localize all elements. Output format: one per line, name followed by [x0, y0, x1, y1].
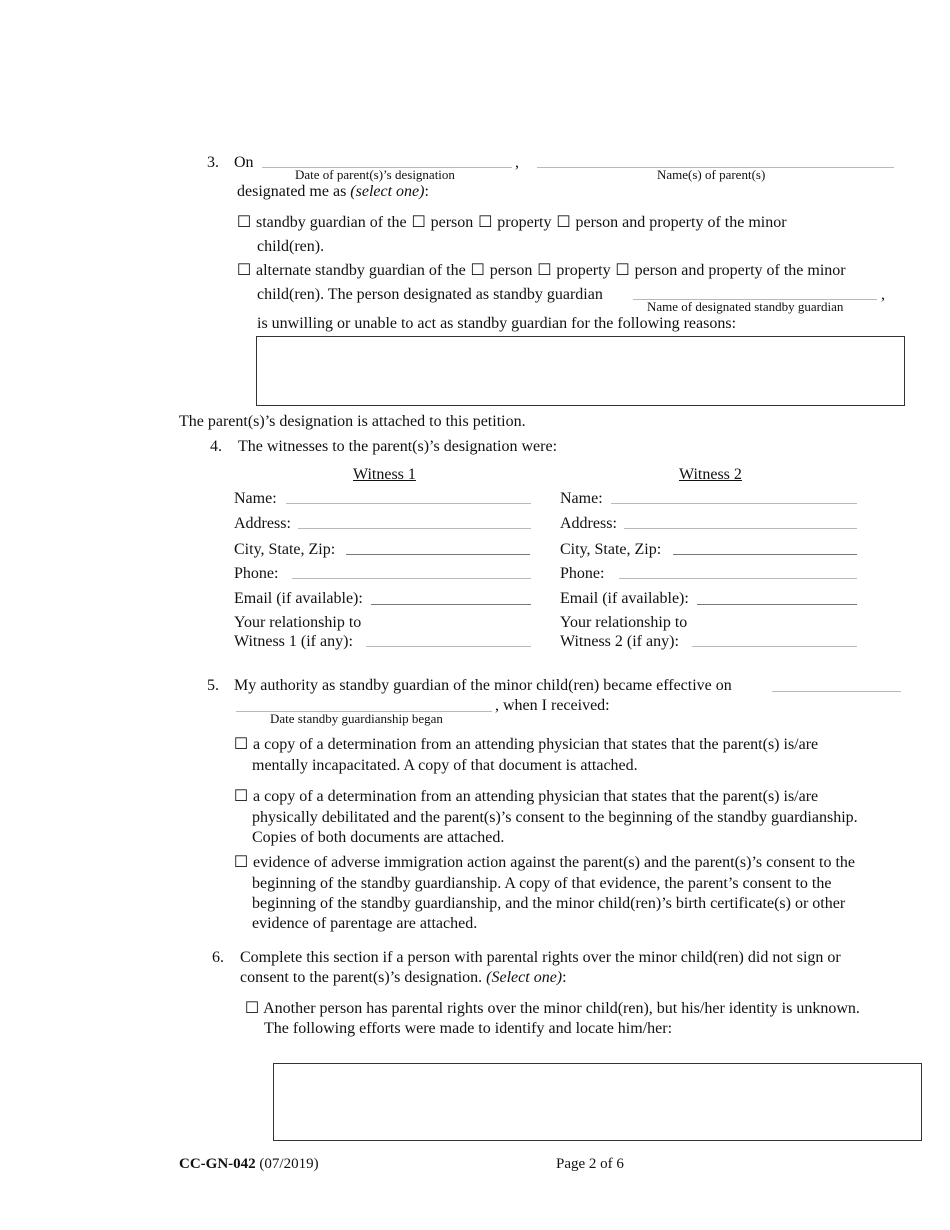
witness-2-address-label: Address:	[560, 515, 617, 532]
witness-1-email-label: Email (if available):	[234, 590, 363, 607]
witness-2-relationship-label-2: Witness 2 (if any):	[560, 633, 679, 650]
standby-person-checkbox[interactable]: ☐	[411, 214, 426, 231]
designated-colon: :	[424, 183, 429, 200]
witness-1-relationship-field[interactable]	[366, 646, 531, 647]
alternate-guardian-line2: child(ren). The person designated as standby guardian	[257, 286, 603, 303]
section-4-number: 4.	[210, 438, 222, 455]
physical-debilitation-option	[233, 787, 818, 807]
standby-both-label: person and property of the minor	[575, 214, 787, 231]
standby-property-label: property	[497, 214, 552, 231]
witness-1-address-field[interactable]	[298, 528, 531, 529]
immigration-action-line-4: evidence of parentage are attached.	[252, 915, 478, 932]
designation-date-caption: Date of parent(s)’s designation	[295, 167, 455, 182]
standby-property-checkbox[interactable]: ☐	[478, 214, 493, 231]
witness-1-address-label: Address:	[234, 515, 291, 532]
section-4-text: The witnesses to the parent(s)’s designation were:	[238, 438, 558, 455]
select-one-hint: (select one)	[350, 183, 425, 200]
witness-1-phone-field[interactable]	[292, 578, 531, 579]
alternate-person-checkbox[interactable]: ☐	[470, 262, 485, 279]
standby-guardian-checkbox[interactable]: ☐	[236, 214, 252, 231]
standby-person-label: person	[430, 214, 474, 231]
standby-both-checkbox[interactable]: ☐	[556, 214, 571, 231]
immigration-action-line-1: evidence of adverse immigration action against the parent(s) and the parent(s)’s consent to the	[253, 854, 856, 871]
standby-guardian-line2: child(ren).	[257, 238, 325, 255]
witness-1-name-label: Name:	[234, 490, 277, 507]
witness-2-relationship-label-1: Your relationship to	[560, 614, 688, 631]
witness-2-city-field[interactable]	[673, 554, 857, 555]
alternate-both-checkbox[interactable]: ☐	[615, 262, 630, 279]
immigration-action-option	[233, 853, 855, 873]
witness-2-heading: Witness 2	[679, 466, 742, 483]
form-revision-date: (07/2019)	[259, 1156, 319, 1172]
mental-incapacity-checkbox[interactable]: ☐	[233, 736, 249, 753]
designation-attached-statement: The parent(s)’s designation is attached to this petition.	[179, 413, 526, 430]
physical-debilitation-line-2: physically debilitated and the parent(s)’s consent to the beginning of the standby guardianship.	[252, 809, 858, 826]
physical-debilitation-checkbox[interactable]: ☐	[233, 788, 249, 805]
section-6-consent-text: consent to the parent(s)’s designation.	[240, 969, 483, 986]
witness-1-city-field[interactable]	[346, 554, 530, 555]
parent-names-caption: Name(s) of parent(s)	[657, 167, 766, 182]
section-5-when-received: , when I received:	[495, 697, 610, 714]
page-number: Page 2 of 6	[556, 1156, 624, 1172]
unwilling-reasons-textbox[interactable]	[256, 336, 905, 406]
witness-2-address-field[interactable]	[624, 528, 857, 529]
unknown-identity-checkbox[interactable]: ☐	[244, 1000, 260, 1017]
alternate-property-label: property	[556, 262, 611, 279]
physical-debilitation-line-3: Copies of both documents are attached.	[252, 829, 505, 846]
alternate-comma: ,	[881, 286, 885, 303]
section-5-text: My authority as standby guardian of the minor child(ren) became effective on	[234, 677, 732, 694]
mental-incapacity-line-1: a copy of a determination from an attending physician that states that the parent(s) is/are	[253, 736, 819, 753]
standby-guardian-option	[236, 213, 787, 233]
witness-1-relationship-label-2: Witness 1 (if any):	[234, 633, 353, 650]
section-6-number: 6.	[212, 949, 224, 966]
alternate-guardian-option	[236, 261, 846, 281]
witness-1-relationship-label-1: Your relationship to	[234, 614, 362, 631]
alternate-guardian-line3: is unwilling or unable to act as standby guardian for the following reasons:	[257, 315, 737, 332]
witness-1-city-label: City, State, Zip:	[234, 541, 336, 558]
standby-guardian-label: standby guardian of the	[256, 214, 407, 231]
designated-standby-guardian-caption: Name of designated standby guardian	[647, 299, 844, 314]
alternate-person-label: person	[489, 262, 533, 279]
immigration-action-checkbox[interactable]: ☐	[233, 854, 249, 871]
section-3-comma: ,	[515, 154, 519, 171]
section-3-number: 3.	[207, 154, 219, 171]
physical-debilitation-line-1: a copy of a determination from an attending physician that states that the parent(s) is/are	[253, 788, 819, 805]
designated-me-as-line	[237, 182, 429, 202]
designated-prefix: designated me as	[237, 183, 347, 200]
alternate-both-label: person and property of the minor	[634, 262, 846, 279]
witness-1-email-field[interactable]	[371, 604, 531, 605]
witness-2-relationship-field[interactable]	[692, 646, 857, 647]
section-6-line-2	[240, 968, 567, 988]
mental-incapacity-line-2: mentally incapacitated. A copy of that document is attached.	[252, 757, 638, 774]
unknown-identity-line-1: Another person has parental rights over the minor child(ren), but his/her identity is unknown.	[263, 1000, 860, 1017]
section-5-number: 5.	[207, 677, 219, 694]
alternate-guardian-label: alternate standby guardian of the	[256, 262, 466, 279]
witness-2-name-label: Name:	[560, 490, 603, 507]
witness-2-phone-label: Phone:	[560, 565, 605, 582]
witness-2-phone-field[interactable]	[619, 578, 857, 579]
immigration-action-line-3: beginning of the standby guardianship, and the minor child(ren)’s birth certificate(s) or other	[252, 895, 846, 912]
alternate-property-checkbox[interactable]: ☐	[537, 262, 552, 279]
section-6-colon: :	[562, 969, 567, 986]
witness-2-email-label: Email (if available):	[560, 590, 689, 607]
effective-date-field-end[interactable]	[772, 691, 901, 692]
mental-incapacity-option	[233, 735, 818, 755]
section-3-on-label: On	[234, 154, 254, 171]
effective-date-caption: Date standby guardianship began	[270, 711, 443, 726]
unknown-identity-line-2: The following efforts were made to identify and locate him/her:	[264, 1020, 673, 1037]
witness-2-email-field[interactable]	[697, 604, 857, 605]
unknown-identity-option	[244, 999, 860, 1019]
section-6-line-1: Complete this section if a person with parental rights over the minor child(ren) did not sign or	[240, 949, 841, 966]
section-6-select-one: (Select one)	[486, 969, 563, 986]
alternate-guardian-checkbox[interactable]: ☐	[236, 262, 252, 279]
witness-2-name-field[interactable]	[611, 503, 857, 504]
immigration-action-line-2: beginning of the standby guardianship. A copy of that evidence, the parent’s consent to the	[252, 875, 832, 892]
witness-1-name-field[interactable]	[286, 503, 531, 504]
identification-efforts-textbox[interactable]	[273, 1063, 922, 1141]
witness-1-phone-label: Phone:	[234, 565, 279, 582]
form-number: CC-GN-042	[179, 1156, 256, 1172]
witness-2-city-label: City, State, Zip:	[560, 541, 662, 558]
footer-form-id	[179, 1155, 319, 1174]
witness-1-heading: Witness 1	[353, 466, 416, 483]
